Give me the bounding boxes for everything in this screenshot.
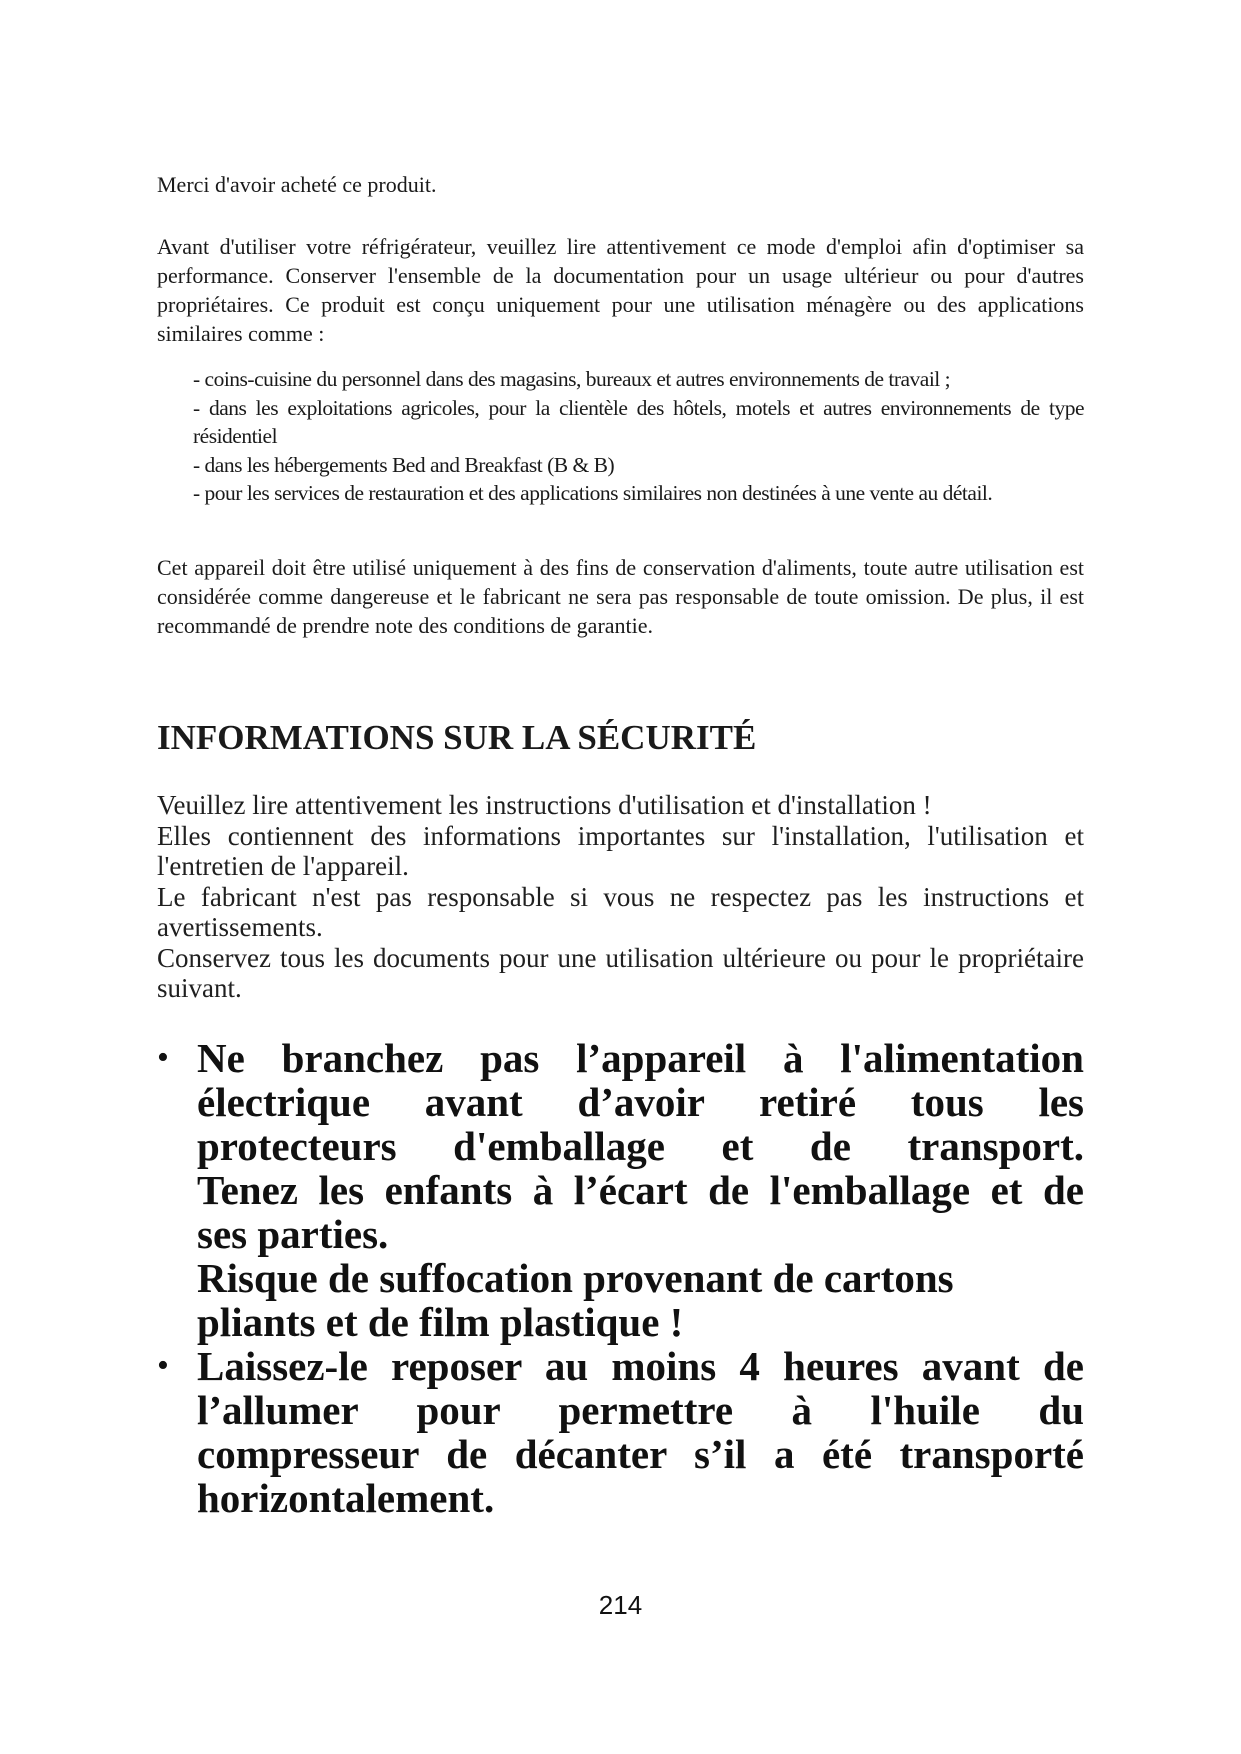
- safety-line: Elles contiennent des informations importantes sur l'installation, l'utilisation et l'entretien de l'appareil.: [157, 820, 1084, 881]
- page-number: 214: [598, 1590, 643, 1620]
- usage-list-item: - pour les services de restauration et des applications similaires non destinées à une vente au détail.: [193, 481, 993, 505]
- safety-instructions: [157, 790, 1084, 1004]
- warning-line: Tenez les enfants à l’écart de l'emballage et de: [197, 1167, 1084, 1213]
- warning-line: Risque de suffocation provenant de cartons: [197, 1255, 954, 1301]
- warning-line: l’allumer pour permettre à l'huile du: [197, 1387, 1084, 1433]
- warning-line: Ne branchez pas l’appareil à l'alimentation: [197, 1035, 1084, 1081]
- warning-line: Laissez-le reposer au moins 4 heures avant de: [197, 1343, 1084, 1389]
- warning-line: horizontalement.: [197, 1475, 495, 1521]
- conservation-paragraph: Cet appareil doit être utilisé uniquement à des fins de conservation d'aliments, toute autre utilisation est considérée comme dangereuse et le fabricant ne sera pas responsable de toute omission. De plus, il est recommandé de prendre note des conditions de garantie.: [157, 555, 1084, 638]
- warning-line: pliants et de film plastique !: [197, 1299, 684, 1345]
- safety-line: Le fabricant n'est pas responsable si vous ne respectez pas les instructions et avertissements.: [157, 881, 1084, 942]
- usage-list-item: - coins-cuisine du personnel dans des magasins, bureaux et autres environnements de travail ;: [193, 367, 951, 391]
- warning-list: [157, 1036, 1084, 1520]
- warning-item: [157, 1036, 1084, 1344]
- bullet-icon: •: [157, 1347, 169, 1384]
- intro-paragraph: Avant d'utiliser votre réfrigérateur, veuillez lire attentivement ce mode d'emploi afin d'optimiser sa performance. Conserver l'ensemble de la documentation pour un usage ultérieur ou pour d'autres propriétaires. Ce produit est conçu uniquement pour une utilisation ménagère ou des applications similaires comme :: [157, 234, 1084, 346]
- usage-list-item: - dans les exploitations agricoles, pour la clientèle des hôtels, motels et autres environnements de type résidentiel: [193, 395, 1084, 448]
- warning-line: électrique avant d’avoir retiré tous les: [197, 1079, 1084, 1125]
- bullet-icon: •: [157, 1039, 169, 1076]
- warning-line: protecteurs d'emballage et de transport.: [197, 1123, 1084, 1169]
- warning-line: ses parties.: [197, 1211, 389, 1257]
- safety-line: Conservez tous les documents pour une utilisation ultérieure ou pour le propriétaire suivant.: [157, 942, 1084, 1003]
- usage-list: [193, 365, 1084, 508]
- warning-line: compresseur de décanter s’il a été transporté: [197, 1431, 1084, 1477]
- safety-heading: INFORMATIONS SUR LA SÉCURITÉ: [157, 718, 757, 757]
- usage-list-item: - dans les hébergements Bed and Breakfast (B & B): [193, 452, 615, 477]
- warning-item: [157, 1344, 1084, 1520]
- thanks-paragraph: Merci d'avoir acheté ce produit.: [157, 172, 437, 197]
- safety-line: Veuillez lire attentivement les instructions d'utilisation et d'installation !: [157, 790, 932, 820]
